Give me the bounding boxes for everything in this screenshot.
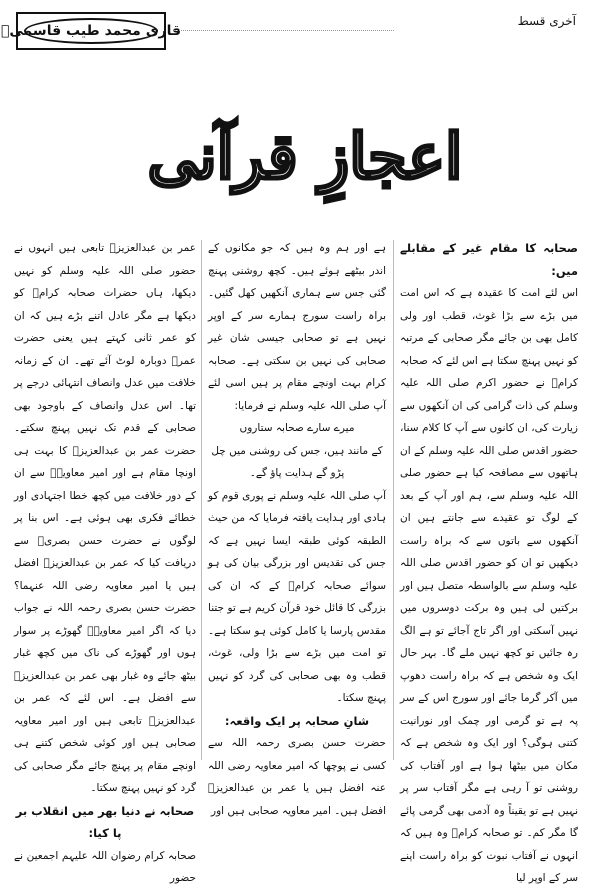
- column-divider: [201, 240, 202, 760]
- hadith-line-3: پڑو گے ہدایت پاؤ گے۔: [249, 467, 345, 479]
- section-heading-incident: شانِ صحابہ پر ایک واقعہ:: [224, 713, 370, 728]
- column-left-body-a: عمر بن عبدالعزیزؒ تابعی ہیں انہوں نے حضور صلی اللہ علیہ وسلم کو نہیں دیکھا، ہاں حضرات صحابہ کرامؓ کو دیکھا ہے مگر عادل اتنے بڑے ہیں کہ ان کو عمر ثانی کہتے ہیں یعنی حضرت عمرؓ دوبارہ لوٹ آئے تھے۔ ان کے زمانہ خلافت میں عدل وانصاف انتہائی درجے پر تھا۔ اس عدل وانصاف کے باوجود بھی صحابی کے قدم تک نہیں پہنچ سکتے۔ حضرت عمر بن عبدالعزیزؒ کا بہت ہی اونچا مقام ہے اور امیر معاویہؓ سے ان کے دور خلافت میں کچھ خطا اجتہادی اور خطائے فکری بھی ہوئی ہے۔ اس بنا پر لوگوں نے حضرت حسن بصریؒ سے دریافت کیا کہ عمر بن عبدالعزیزؒ افضل ہیں یا امیر معاویہ رضی اللہ عنہما؟ حضرت حسن بصری رحمہ اللہ نے جواب دیا کہ اگر امیر معاویہؓ گھوڑے پر سوار ہوں اور گھوڑے کی ناک میں کچھ غبار بیٹھ جائے وہ غبار بھی عمر بن عبدالعزیزؒ سے افضل ہے۔ اس لئے کہ عمر بن عبدالعزیزؒ تابعی ہیں اور امیر معاویہ صحابی ہیں اور کوئی شخص کتنے ہی اونچے مقام پر پہنچ جائے مگر صحابی کی گرد کو نہیں پہنچ سکتا۔: [14, 242, 196, 794]
- hadith-line-1: میرے سارے صحابہ ستاروں: [239, 422, 355, 434]
- column-middle: [208, 237, 386, 817]
- hadith-line-2: کے مانند ہیں، جس کی روشنی میں چل: [211, 444, 383, 457]
- section-heading-revolution: صحابہ نے دنیا بھر میں انقلاب بر پا کیا:: [15, 803, 195, 840]
- article-title: [147, 108, 463, 204]
- column-right-body: اس لئے امت کا عقیدہ ہے کہ اس امت میں بڑے سے بڑا غوث، قطب اور ولی کامل بھی بن جائے مگر صحابی کے مرتبہ کو نہیں پہنچ سکتا ہے اس لئے کہ صحابہ کرامؓ نے حضور اکرم صلی اللہ علیہ وسلم کی ذات گرامی کی ان آنکھوں سے زیارت کی، ان کانوں سے آپ کا کلام سنا، حضور اقدس صلی اللہ علیہ وسلم کے ان ہاتھوں سے مصافحہ کیا ہے حضور صلی اللہ علیہ وسلم سے، ہم اور آپ کے بعد کے لوگ تو عقیدے سے جانتے ہیں ان آنکھوں سے باتوں سے کہ براہ راست دیکھیں تو ان کو حضور اقدس صلی اللہ علیہ وسلم سے بالواسطہ متصل ہیں اور برکتیں لی ہیں وہ برکت دوسروں میں نہیں آسکتی اور اگر تاج آجائے تو ہے الگ رہ جائیں تو کچھ نہیں ملے گا۔ بہر حال ایک وہ شخص ہے کہ براہ راست دھوپ میں آکر گرما جائے اور سورج اس کے سر پہ ہے تو گرمی اور چمک اور نورانیت کتنی ہوگی؟ اور ایک وہ شخص ہے کہ مکان میں بیٹھا ہوا ہے اور آفتاب کی روشنی تو آ رہی ہے مگر آفتاب سر پر نہیں ہے تو یقیناً وہ آدمی بھی گرمی پائے گا مگر کم۔ تو صحابہ کرامؓ وہ ہیں کہ انہوں نے آفتاب نبوت کو براہ راست اپنے سر کے اوپر لیا: [400, 287, 578, 884]
- author-badge: [0, 12, 182, 50]
- section-heading-sahaba-status: صحابہ کا مقام غیر کے مقابلے میں:: [400, 241, 578, 278]
- column-middle-body-b: آپ صلی اللہ علیہ وسلم نے پوری قوم کو ہادی اور ہدایت یافتہ فرمایا کہ من حیث الطبقہ کوئی طبقہ ایسا نہیں ہے کہ جس کی تقدیس اور بزرگی بیان کی ہو سوائے صحابہ کرامؓ کے کہ ان کی بزرگی کا قائل خود قرآن کریم ہے تو جتنا مقدس پارسا یا کامل کوئی ہو سکتا ہے۔ تو امت میں بڑے سے بڑا ولی، غوث، قطب وہ بھی صحابی کی گرد کو نہیں پہنچ سکتا۔: [208, 489, 386, 704]
- header-divider: [174, 30, 394, 31]
- column-divider: [393, 240, 394, 760]
- column-left-body-b: صحابہ کرام رضوان اللہ علیہم اجمعین نے حضور: [14, 849, 196, 884]
- article-title-text: اعجازِ قرآنی: [147, 119, 463, 193]
- column-right: [400, 237, 578, 884]
- column-left: [14, 237, 196, 884]
- author-name: قاری محمد طیب قاسمیؒ: [24, 18, 158, 44]
- episode-label: آخری قسط: [517, 14, 576, 28]
- column-middle-body-c: حضرت حسن بصری رحمہ اللہ سے کسی نے پوچھا کہ امیر معاویہ رضی اللہ عنہ افضل ہیں یا عمر بن عبدالعزیزؒ افضل ہیں۔ امیر معاویہ صحابی ہیں اور: [208, 737, 386, 817]
- column-middle-body-a: ہے اور ہم وہ ہیں کہ جو مکانوں کے اندر بیٹھے ہوئے ہیں۔ کچھ روشنی پہنچ گئی جس سے ہماری آنکھیں کھل گئیں۔ براہ راست سورج ہمارے سر کے اوپر نہیں ہے تو صحابی جیسی شان غیر صحابی کی نہیں بن سکتی ہے۔ صحابہ کرام بہت اونچے مقام پر ہیں اسی لئے آپ صلی اللہ علیہ وسلم نے فرمایا:: [208, 242, 386, 412]
